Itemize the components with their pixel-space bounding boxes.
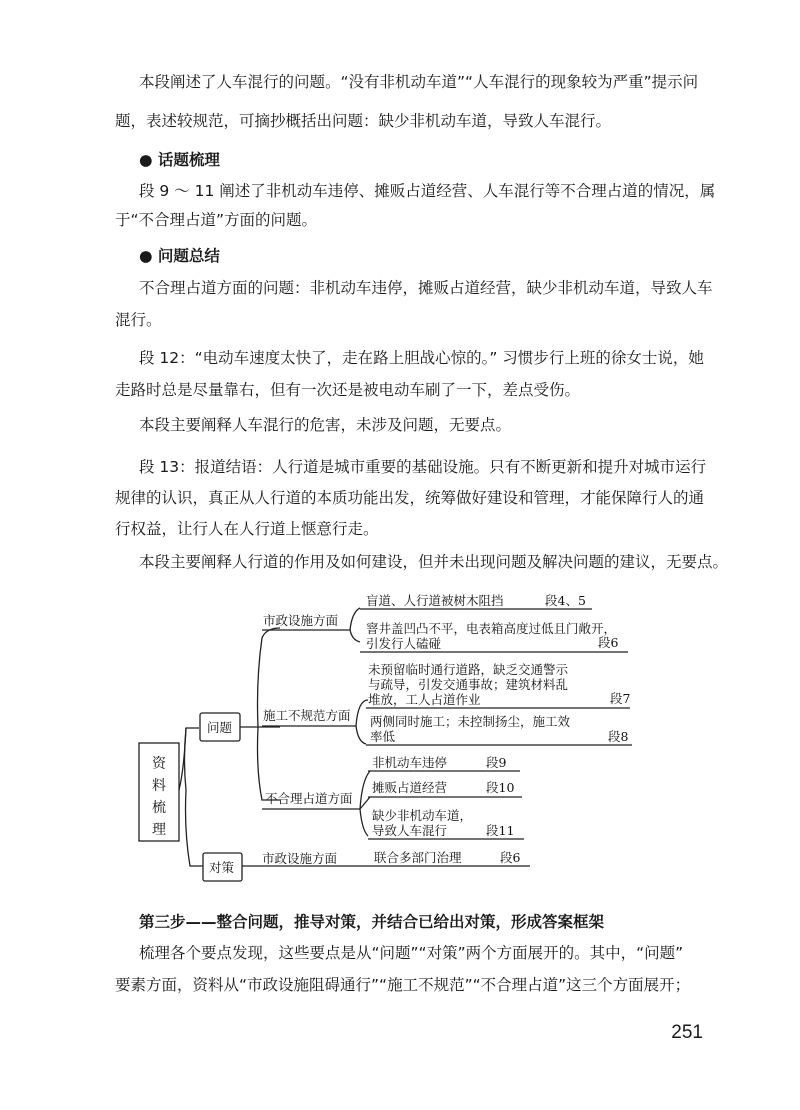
mindmap-root-char-2: 料 [152, 778, 166, 794]
mindmap-leaf-2-line-2: 引发行人磕碰 [366, 636, 442, 651]
mindmap-leaf-7-line-2: 导致人车混行 [372, 823, 448, 838]
para-3-line-1: 不合理占道方面的问题：非机动车违停，摊贩占道经营，缺少非机动车道，导致人车 [139, 279, 713, 297]
mindmap-cat-construction: 施工不规范方面 [263, 708, 351, 723]
mindmap-leaf-4-ref: 段8 [608, 729, 629, 744]
mindmap-leaf-1-ref: 段4、5 [545, 593, 586, 608]
para-5: 本段主要阐释人车混行的危害，未涉及问题，无要点。 [139, 416, 512, 434]
mindmap-leaf-3-ref: 段7 [610, 691, 631, 706]
heading-problem-summary: ● 问题总结 [139, 247, 220, 265]
mindmap-leaf-8-ref: 段6 [500, 850, 521, 865]
para-6-line-1: 段 13：报道结语：人行道是城市重要的基础设施。只有不断更新和提升对城市运行 [139, 458, 707, 476]
mindmap-cat-occupy: 不合理占道方面 [265, 791, 353, 806]
mindmap-leaf-3-line-3: 堆放，工人占道作业 [368, 692, 481, 707]
mindmap-leaf-7-ref: 段11 [486, 823, 515, 838]
heading-topic-sorting: ● 话题梳理 [139, 151, 220, 169]
mindmap-leaf-6-ref: 段10 [486, 780, 515, 795]
para-4-line-2: 走路时总是尽量靠右，但有一次还是被电动车刷了一下，差点受伤。 [115, 381, 581, 399]
mindmap-leaf-5: 非机动车违停 [372, 755, 448, 770]
mindmap-leaf-8: 联合多部门治理 [374, 850, 462, 865]
para-7: 本段主要阐释人行道的作用及如何建设，但并未出现问题及解决问题的建议，无要点。 [139, 553, 729, 571]
mindmap-trunk [179, 728, 203, 866]
mindmap-leaf-7-line-1: 缺少非机动车道， [372, 808, 473, 823]
step-3-heading: 第三步——整合问题，推导对策，并结合已给出对策，形成答案框架 [139, 913, 605, 931]
mindmap-leaf-2-line-1: 窨井盖凹凸不平，电表箱高度过低且门敞开， [366, 621, 617, 636]
mindmap-leaf-4-line-2: 率低 [370, 729, 396, 744]
para-2-line-1: 段 9 ～ 11 阐述了非机动车违停、摊贩占道经营、人车混行等不合理占道的情况，属 [139, 182, 716, 200]
para-3-line-2: 混行。 [115, 311, 162, 329]
para-1-line-1: 本段阐述了人车混行的问题。“没有非机动车道”“人车混行的现象较为严重”提示问 [139, 73, 699, 91]
mindmap-root-char-4: 理 [152, 822, 166, 838]
mindmap-leaf-5-ref: 段9 [486, 755, 507, 770]
mindmap-leaf-6: 摊贩占道经营 [372, 780, 448, 795]
page-number: 251 [671, 1022, 703, 1043]
mindmap-cat-municipal: 市政设施方面 [263, 613, 339, 628]
mindmap-leaf-3-line-2: 与疏导，引发交通事故；建筑材料乱 [368, 677, 569, 692]
mindmap-problem-label: 问题 [207, 720, 233, 735]
mindmap-leaf-1: 盲道、人行道被树木阻挡 [366, 593, 504, 608]
mindmap-root-char-1: 资 [152, 756, 166, 772]
mindmap-leaf-2-ref: 段6 [598, 635, 619, 650]
mindmap-countermeasure-label: 对策 [209, 860, 235, 875]
mindmap-leaf-3-line-1: 未预留临时通行道路，缺乏交通警示 [368, 662, 569, 677]
mindmap-leaf-4-line-1: 两侧同时施工；未控制扬尘，施工效 [370, 714, 571, 729]
para-8-line-1: 梳理各个要点发现，这些要点是从“问题”“对策”两个方面展开的。其中，“问题” [139, 944, 684, 962]
mindmap-root-char-3: 梳 [152, 800, 166, 816]
para-6-line-2: 规律的认识，真正从人行道的本质功能出发，统筹做好建设和管理，才能保障行人的通 [115, 489, 705, 507]
para-1-line-2: 题，表述较规范，可摘抄概括出问题：缺少非机动车道，导致人车混行。 [115, 112, 612, 130]
para-2-line-2: 于“不合理占道”方面的问题。 [115, 211, 318, 229]
para-8-line-2: 要素方面，资料从“市政设施阻碍通行”“施工不规范”“不合理占道”这三个方面展开； [115, 976, 691, 994]
para-4-line-1: 段 12：“电动车速度太快了，走在路上胆战心惊的。” 习惯步行上班的徐女士说，她 [139, 349, 704, 367]
para-6-line-3: 行权益，让行人在人行道上惬意行走。 [115, 520, 379, 538]
mindmap-cat-measure: 市政设施方面 [262, 851, 338, 866]
